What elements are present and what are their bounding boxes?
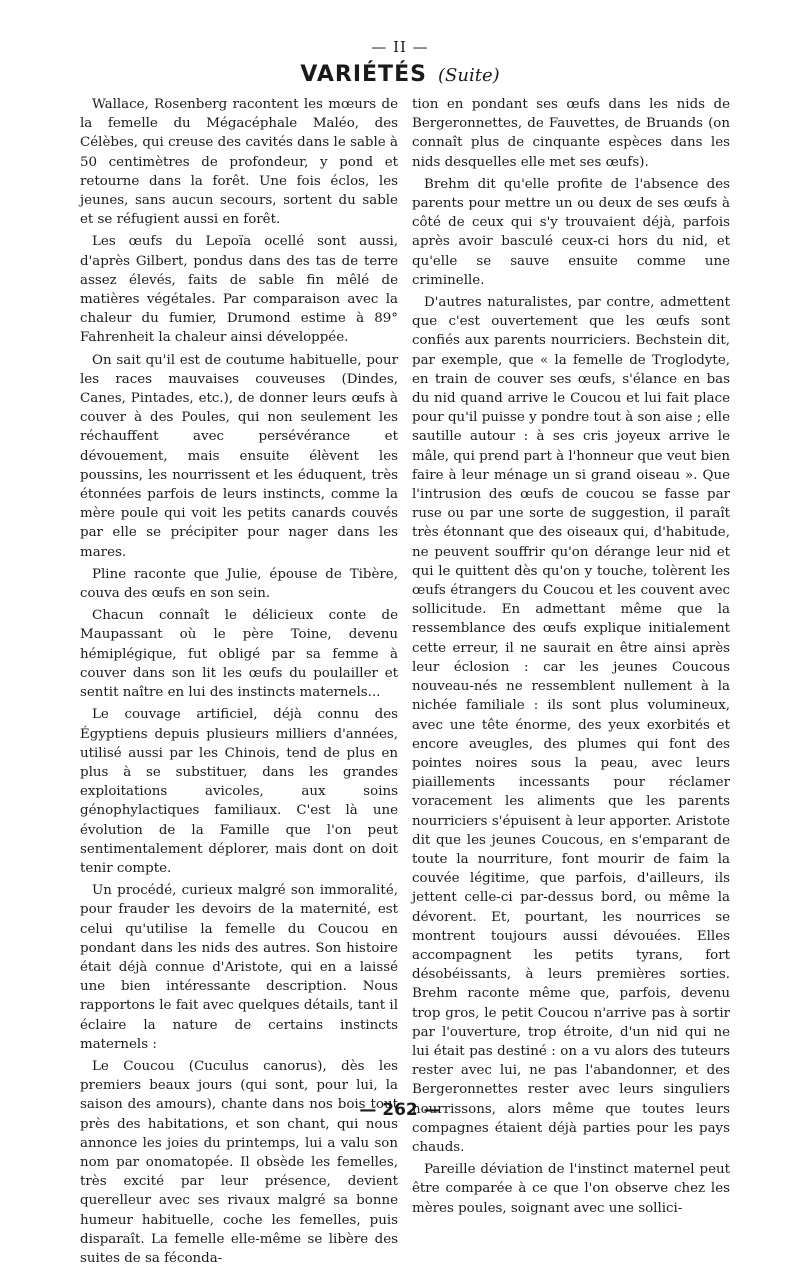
paragraph: Les œufs du Lepoïa ocellé sont aussi, d'après Gilbert, pondus dans des tas de terre assez élevés, faits de sable fin mêlé de matières végétales. Par comparaison avec la chaleur du fumier, Drumond estime à 89° Fahrenheit la chaleur ainsi développée. <box>80 234 398 346</box>
paragraph: Chacun connaît le délicieux conte de Maupassant où le père Toine, devenu hémiplégique, fut obligé par sa femme à couver dans son lit les œufs du poulailler et sentit naître en lui des instincts maternels... <box>80 608 398 701</box>
section-subtitle: (Suite) <box>438 65 500 86</box>
paragraph: Le couvage artificiel, déjà connu des Égyptiens depuis plusieurs milliers d'années, utilisé aussi par les Chinois, tend de plus en plus à se substituer, dans les grandes exploitations avicoles, aux soins génophylactiques familiaux. C'est là une évolution de la Famille que l'on peut sentimentalement déplorer, mais dont on doit tenir compte. <box>80 707 398 876</box>
paragraph: Un procédé, curieux malgré son immoralité, pour frauder les devoirs de la maternité, est celui qu'utilise la femelle du Coucou en pondant dans les nids des autres. Son histoire était déjà connue d'Aristote, qui en a laissé une bien intéressante description. Nous rapportons le fait avec quelques détails, tant il éclaire la nature de certains instincts maternels : <box>80 883 398 1052</box>
paragraph: Pline raconte que Julie, épouse de Tibère, couva des œufs en son sein. <box>80 566 398 602</box>
paragraph: Wallace, Rosenberg racontent les mœurs de la femelle du Mégacéphale Maléo, des Célèbes, qui creuse des cavités dans le sable à 50 centimètres de profondeur, y pond et retourne dans la forêt. Une fois éclos, les jeunes, sans aucun secours, sortent du sable et se réfugient aussi en forêt. <box>80 97 398 228</box>
right-column <box>412 95 730 1221</box>
paragraph: Pareille déviation de l'instinct maternel peut être comparée à ce que l'on observe chez les mères poules, soignant avec une sollici- <box>412 1162 730 1216</box>
paragraph: tion en pondant ses œufs dans les nids de Bergeronnettes, de Fauvettes, de Bruands (on connaît plus de cinquante espèces dans les nids desquelles elle met ses œufs). <box>412 97 730 170</box>
section-title: VARIÉTÉS <box>300 62 427 87</box>
top-page-number: — II — <box>371 38 429 56</box>
paragraph: Le Coucou (Cuculus canorus), dès les premiers beaux jours (qui sont, pour lui, la saison des amours), chante dans nos bois tout près des habitations, et son chant, qui nous annonce les joies du printemps, lui a valu son nom par onomatopée. Il obsède les femelles, très excité par leur présence, devient querelleur avec ses rivaux malgré sa bonne humeur habituelle, coche les femelles, puis disparaît. La femelle elle-même se libère des suites de sa féconda- <box>80 1058 398 1266</box>
paragraph: D'autres naturalistes, par contre, admettent que c'est ouvertement que les œufs sont confiés aux parents nourriciers. Bechstein dit, par exemple, que « la femelle de Troglodyte, en train de couver ses œufs, s'élance en bas du nid quand arrive le Coucou et lui fait place pour qu'il puisse y pondre tout à son aise ; elle sautille autour : à ses cris joyeux arrive le mâle, qui prend part à l'honneur que veut bien faire à leur ménage un si grand oiseau ». Que l'intrusion des œufs de coucou se fasse par ruse ou par une sorte de suggestion, il paraît très étonnant que des oiseaux qui, d'habitude, ne peuvent souffrir qu'on dérange leur nid et qui le quittent dès qu'on y touche, tolèrent les œufs étrangers du Coucou et les couvent avec sollicitude. En admettant même que la ressemblance des œufs explique initialement cette erreur, il ne saurait en être ainsi après leur éclosion : car les jeunes Coucous nouveau-nés ne ressemblent nullement à la nichée familiale : ils sont plus volumineux, avec une tête énorme, des yeux exorbités et encore aveugles, des plumes qui font des pointes noires sous la peau, avec leurs piaillements incessants pour réclamer voracement les aliments que les parents nourriciers s'épuisent à leur apporter. Aristote dit que les jeunes Coucous, en s'emparant de toute la nourriture, font mourir de faim la couvée légitime, que parfois, d'ailleurs, ils jettent celle-ci par-dessus bord, ou même la dévorent. Et, pourtant, les nourrices se montrent toujours aussi dévouées. Elles accompagnent les petits tyrans, fort désobéissants, à leurs premières sorties. Brehm raconte même que, parfois, devenu trop gros, le petit Coucou n'arrive pas à sortir par l'ouverture, trop étroite, d'un nid qui ne lui était pas destiné : on a vu alors des tuteurs rester avec lui, ne pas l'abandonner, et des Bergeronnettes rester avec leurs singuliers nourrissons, alors même que toutes leurs compagnes étaient déjà parties pour les pays chauds. <box>412 295 730 1155</box>
section-heading <box>0 62 800 87</box>
paragraph: Brehm dit qu'elle profite de l'absence des parents pour mettre un ou deux de ses œufs à côté de ceux qui s'y trouvaient déjà, parfois après avoir basculé ceux-ci hors du nid, et qu'elle se sauve ensuite comme une criminelle. <box>412 176 730 288</box>
page-number: — 262 — <box>359 1100 441 1120</box>
left-column <box>80 95 398 1271</box>
paragraph: On sait qu'il est de coutume habituelle, pour les races mauvaises couveuses (Dindes, Canes, Pintades, etc.), de donner leurs œufs à couver à des Poules, qui non seulement les réchauffent avec persévérance et dévouement, mais ensuite élèvent les poussins, les nourrissent et les éduquent, très étonnées parfois de leurs instincts, comme la mère poule qui voit les petits canards couvés par elle se précipiter pour nager dans les mares. <box>80 352 398 560</box>
